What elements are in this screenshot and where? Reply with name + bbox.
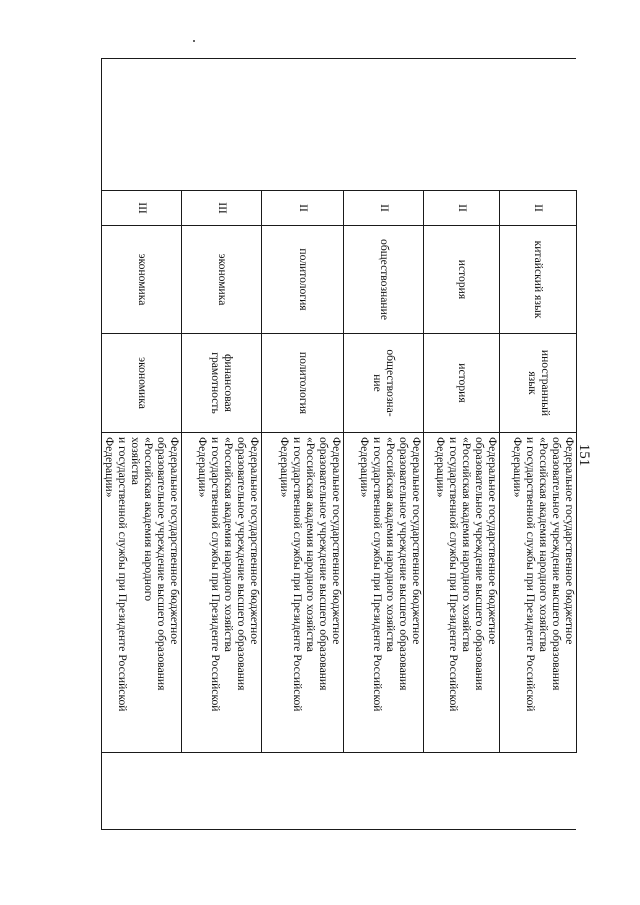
subject-cell: обществозна- ние xyxy=(344,334,424,433)
level-cell: II xyxy=(500,191,577,226)
table-row xyxy=(262,59,344,830)
level-cell: II xyxy=(262,191,344,226)
table-row xyxy=(424,59,500,830)
empty-cell xyxy=(262,753,344,830)
number-cell xyxy=(500,59,577,191)
subject-cell: история xyxy=(424,334,500,433)
table-row xyxy=(344,59,424,830)
organization-cell: Федеральное государственное бюджетное образовательное учреждение высшего образования «Российская академия народного хозяйства и государственной службы при Президенте Российской Федерации» xyxy=(344,433,424,753)
empty-cell xyxy=(344,753,424,830)
empty-cell xyxy=(424,753,500,830)
table-row xyxy=(101,59,181,830)
organization-cell: Федеральное государственное бюджетное образовательное учреждение высшего образования «Российская академия народного хозяйства и государственной службы при Президенте Российской Федерации» xyxy=(424,433,500,753)
page-number: 151 xyxy=(576,443,592,467)
table-row xyxy=(500,59,577,830)
rotated-table-container xyxy=(103,58,577,829)
level-cell: III xyxy=(182,191,262,226)
empty-cell xyxy=(101,753,181,830)
scan-speck xyxy=(193,40,195,42)
number-cell xyxy=(182,59,262,191)
subject-cell: финансовая грамотность xyxy=(182,334,262,433)
profile-cell: китайский язык xyxy=(500,226,577,334)
table-row xyxy=(182,59,262,830)
level-cell: III xyxy=(101,191,181,226)
number-cell xyxy=(262,59,344,191)
profile-cell: политология xyxy=(262,226,344,334)
number-cell xyxy=(101,59,181,191)
organization-cell: Федеральное государственное бюджетное образовательное учреждение высшего образования «Российская академия народного хозяйства и государственной службы при Президенте Российской Федерации» xyxy=(182,433,262,753)
organization-cell: Федеральное государственное бюджетное образовательное учреждение высшего образования «Российская академия народного хозяйства и государственной службы при Президенте Российской Федерации» xyxy=(500,433,577,753)
number-cell xyxy=(344,59,424,191)
profile-cell: история xyxy=(424,226,500,334)
profile-cell: обществознание xyxy=(344,226,424,334)
empty-cell xyxy=(500,753,577,830)
profile-cell: экономика xyxy=(182,226,262,334)
subject-cell: политология xyxy=(262,334,344,433)
profile-cell: экономика xyxy=(101,226,181,334)
olympiad-table xyxy=(101,58,577,830)
empty-cell xyxy=(182,753,262,830)
organization-cell: Федеральное государственное бюджетное образовательное учреждение высшего образования «Российская академия народного хозяйства и государственной службы при Президенте Российской Федерации» xyxy=(101,433,181,753)
number-cell xyxy=(424,59,500,191)
level-cell: II xyxy=(344,191,424,226)
level-cell: II xyxy=(424,191,500,226)
subject-cell: иностранный язык xyxy=(500,334,577,433)
subject-cell: экономика xyxy=(101,334,181,433)
organization-cell: Федеральное государственное бюджетное образовательное учреждение высшего образования «Российская академия народного хозяйства и государственной службы при Президенте Российской Федерации» xyxy=(262,433,344,753)
